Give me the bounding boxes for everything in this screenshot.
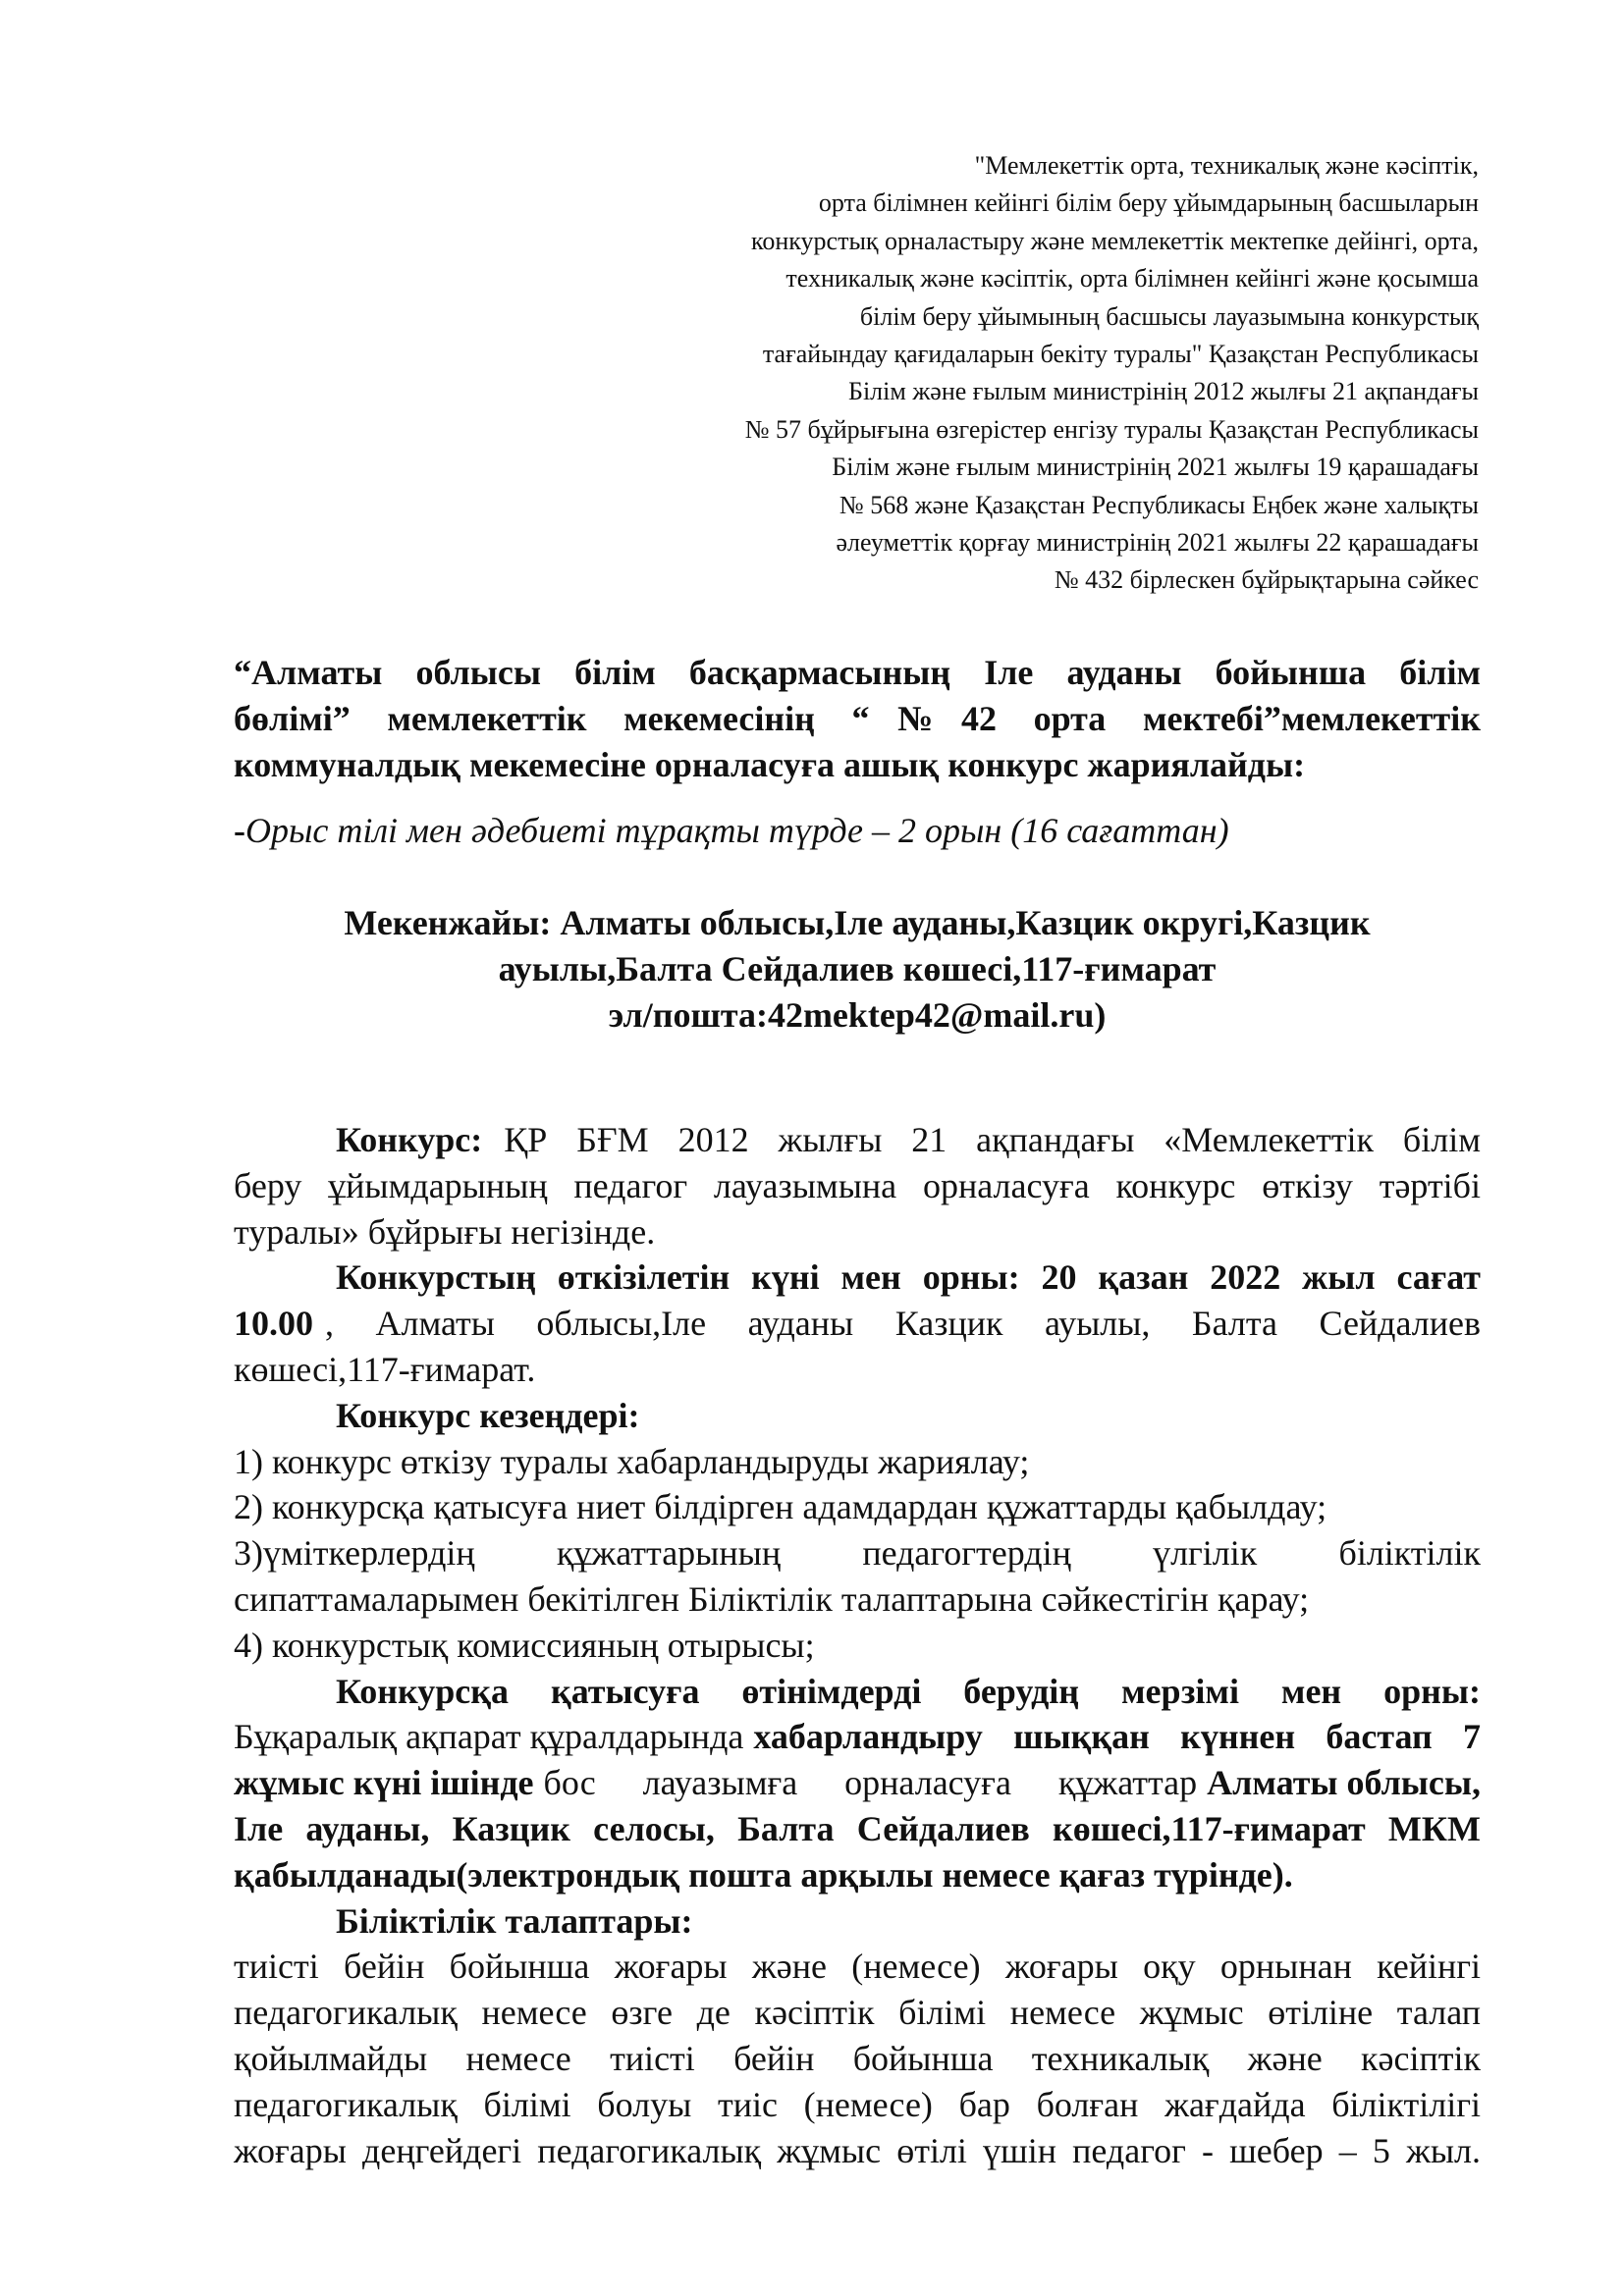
- date-place-text: , Алматы облысы,Іле ауданы Казцик ауылы, Балта Сейдалиев: [325, 1304, 1481, 1344]
- address-line: Мекенжайы: Алматы облысы,Іле ауданы,Казцик округі,Казцик: [344, 903, 1371, 942]
- header-line: Білім және ғылым министрінің 2021 жылғы 19 қарашадағы: [832, 453, 1479, 482]
- header-line: техникалық және кәсіптік, орта білімнен кейінгі және қосымша: [785, 264, 1479, 294]
- stages-heading: Конкурс кезеңдері:: [336, 1395, 640, 1435]
- contest-paragraph: [234, 1117, 1481, 1255]
- header-line: № 57 бұйрығына өзгерістер енгізу туралы Қазақстан Республикасы: [744, 414, 1479, 444]
- address-block: [234, 900, 1481, 1039]
- contest-label: Конкурс:: [336, 1120, 483, 1159]
- application-text-bold: Алматы облысы,: [1207, 1763, 1481, 1803]
- application-line: Іле ауданы, Казцик селосы, Балта Сейдалиев көшесі,117-ғимарат МКМ: [234, 1808, 1481, 1848]
- header-line: орта білімнен кейінгі білім беру ұйымдарының басшыларын: [818, 188, 1479, 218]
- stage-item: 1) конкурс өткізу туралы хабарландыруды жариялау;: [234, 1441, 1030, 1481]
- position-dash: -: [234, 811, 245, 850]
- announcement-body: [234, 1117, 1481, 2173]
- date-place-label: Конкурстың өткізілетін күні мен орны: 20 қазан 2022 жыл сағат: [336, 1257, 1481, 1298]
- contest-line: [234, 1117, 1481, 1163]
- qualification-heading: Біліктілік талаптары:: [336, 1900, 693, 1941]
- qualification-line: жоғары деңгейдегі педагогикалық жұмыс өтілі үшін педагог - шебер – 5 жыл.: [234, 2130, 1481, 2170]
- application-text: бос лауазымға орналасуға құжаттар: [543, 1763, 1198, 1803]
- qualification-section: [234, 1898, 1481, 2174]
- date-place-line: көшесі,117-ғимарат.: [234, 1349, 536, 1389]
- date-place-paragraph: [234, 1255, 1481, 1392]
- stage-item: сипаттамаларымен бекітілген Біліктілік талаптарына сәйкестігін қарау;: [234, 1578, 1310, 1619]
- header-line: әлеуметтік қорғау министрінің 2021 жылғы 22 қарашадағы: [836, 528, 1479, 558]
- header-line: "Мемлекеттік орта, техникалық және кәсіптік,: [974, 151, 1479, 180]
- title-line: “Алматы облысы білім басқармасының Іле ауданы бойынша білім: [234, 653, 1481, 692]
- header-line: білім беру ұйымының басшысы лауазымына конкурстық: [859, 301, 1479, 331]
- date-place-time: 10.00: [234, 1304, 313, 1344]
- application-label: Конкурсқа қатысуға өтінімдерді берудің мерзімі мен орны:: [336, 1671, 1481, 1711]
- application-line: [234, 1714, 1481, 1760]
- vacancy-position: [234, 808, 1481, 854]
- contest-text: ҚР БҒМ 2012 жылғы 21 ақпандағы «Мемлекеттік білім: [504, 1120, 1481, 1159]
- qualification-line: педагогикалық немесе өзге де кәсіптік білімі немесе жұмыс өтіліне талап: [234, 1993, 1481, 2033]
- title-line: бөлімі” мемлекеттік мекемесінің “№42 орта мектебі”мемлекеттік: [234, 699, 1481, 738]
- position-text: Орыс тілі мен әдебиеті тұрақты түрде – 2 орын (16 сағаттан): [245, 811, 1229, 850]
- contest-line: беру ұйымдарының педагог лауазымына орналасуға конкурс өткізу тәртібі: [234, 1165, 1481, 1205]
- title-line: коммуналдық мекемесіне орналасуға ашық конкурс жариялайды:: [234, 745, 1306, 784]
- announcement-title: [234, 650, 1481, 788]
- stage-item: 4) конкурстық комиссияның отырысы;: [234, 1625, 815, 1665]
- date-place-line: [234, 1301, 1481, 1347]
- header-line: Білім және ғылым министрінің 2012 жылғы 21 ақпандағы: [848, 377, 1479, 406]
- header-line: № 568 және Қазақстан Республикасы Еңбек және халықты: [839, 490, 1479, 519]
- contest-line: туралы» бұйрығы негізінде.: [234, 1211, 656, 1252]
- address-email-line: эл/пошта:42mektep42@mail.ru): [608, 995, 1107, 1035]
- application-line: қабылданады(электрондық пошта арқылы немесе қағаз түрінде).: [234, 1854, 1293, 1895]
- application-text: Бұқаралық ақпарат құралдарында: [234, 1717, 744, 1757]
- legal-basis-header: [497, 147, 1479, 600]
- qualification-line: тиісті бейін бойынша жоғары және (немесе) жоғары оқу орнынан кейінгі: [234, 1947, 1481, 1987]
- application-paragraph: [234, 1669, 1481, 1898]
- application-text-bold: хабарландыру шыққан күннен бастап 7: [753, 1717, 1481, 1757]
- header-line: конкурстық орналастыру және мемлекеттік мектепке дейінгі, орта,: [751, 226, 1479, 255]
- application-text-bold: жұмыс күні ішінде: [234, 1763, 534, 1803]
- stages-section: [234, 1393, 1481, 1669]
- stage-item: 3)үміткерлердің құжаттарының педагогтердің үлгілік біліктілік: [234, 1533, 1481, 1574]
- qualification-line: қойылмайды немесе тиісті бейін бойынша техникалық және кәсіптік: [234, 2038, 1481, 2078]
- header-line: № 432 бірлескен бұйрықтарына сәйкес: [1054, 565, 1479, 595]
- header-line: тағайындау қағидаларын бекіту туралы" Қазақстан Республикасы: [762, 340, 1479, 369]
- address-line: ауылы,Балта Сейдалиев көшесі,117-ғимарат: [498, 949, 1217, 988]
- qualification-line: педагогикалық білімі болуы тиіс (немесе) бар болған жағдайда біліктілігі: [234, 2084, 1481, 2124]
- stage-item: 2) конкурсқа қатысуға ниет білдірген адамдардан құжаттарды қабылдау;: [234, 1487, 1327, 1527]
- application-line: [234, 1760, 1481, 1806]
